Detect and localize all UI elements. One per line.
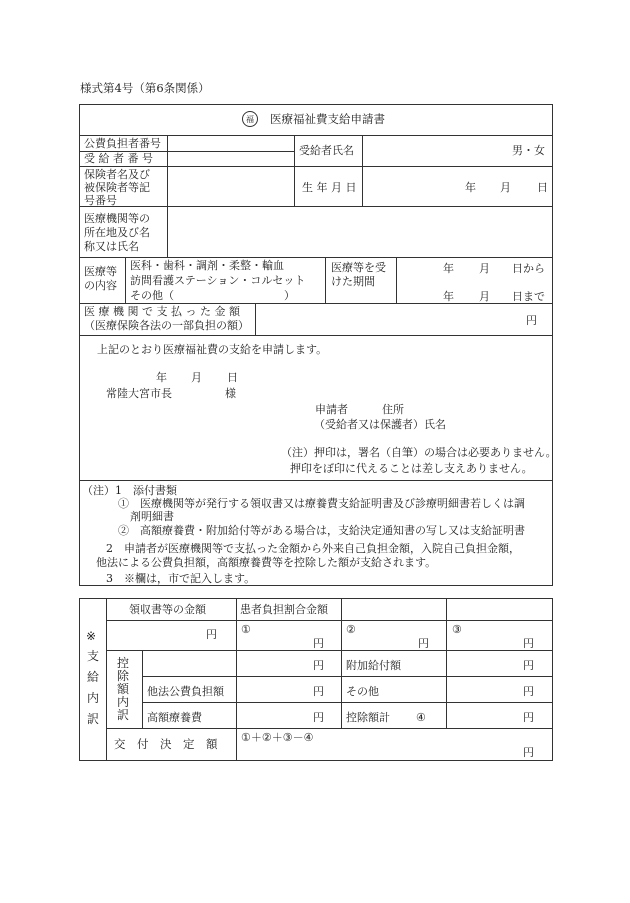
recipient-no-field[interactable] <box>168 152 293 165</box>
public-payer-no-field[interactable] <box>168 136 293 150</box>
other-label: その他 <box>346 685 379 698</box>
high-cost-yen: 円 <box>313 711 324 724</box>
deduction-char-5: 訳 <box>116 708 129 722</box>
paid-yen: 円 <box>526 314 537 327</box>
high-cost-label: 高額療養費 <box>147 711 202 724</box>
ratio-2-yen: 円 <box>418 637 429 650</box>
name-field[interactable] <box>446 417 542 431</box>
insured-label-1: 保険者名及び <box>84 168 150 181</box>
gender-option[interactable]: 男・女 <box>512 144 545 157</box>
insured-label-2: 被保険者等記 <box>84 181 150 194</box>
period-to-month: 月 <box>479 290 490 303</box>
dob-label: 生 年 月 日 <box>302 181 357 194</box>
period-field[interactable] <box>398 258 552 302</box>
form-title: 医療福祉費支給申請書 <box>270 112 385 126</box>
content-option-line-1[interactable]: 医科・歯科・調剤・柔整・輸血 <box>130 259 284 272</box>
insured-field[interactable] <box>168 167 293 205</box>
side-text-4: 訳 <box>86 712 99 726</box>
period-to-suffix: 日まで <box>512 290 545 303</box>
side-text-2: 給 <box>86 670 99 684</box>
patient-ratio-header: 患者負担割合金額 <box>240 603 328 616</box>
deduction-char-3: 額 <box>116 682 129 696</box>
ratio-1-yen: 円 <box>313 637 324 650</box>
dob-year: 年 <box>465 181 476 194</box>
declaration-day: 日 <box>227 371 238 384</box>
content-option-line-2[interactable]: 訪問看護ステーション・コルセット <box>130 274 306 287</box>
deduction-total-yen: 円 <box>523 711 534 724</box>
period-from-suffix: 日から <box>512 262 545 275</box>
insured-label-3: 号番号 <box>84 194 117 207</box>
note-item-2: ② 高額療養費・附加給付等がある場合は，支給決定通知書の写し又は支給証明書 <box>118 524 525 537</box>
declaration-text: 上記のとおり医療福祉費の支給を申請します。 <box>97 343 328 356</box>
supplementary-label: 附加給付額 <box>346 659 401 672</box>
facility-label-3: 称又は氏名 <box>84 240 139 253</box>
note-item-1b: 剤明細書 <box>130 510 174 523</box>
ratio-3-mark: ③ <box>452 623 462 636</box>
note-item-3b: 他法による公費負担額，高額療養費等を控除した額が支給されます。 <box>96 556 437 569</box>
facility-label-1: 医療機関等の <box>84 212 150 225</box>
addressee: 常陸大宮市長 <box>106 387 172 400</box>
notes-header: （注）1 添付書類 <box>82 484 177 497</box>
address-field[interactable] <box>412 402 542 416</box>
decided-amount-label: 交 付 決 定 額 <box>114 737 218 751</box>
period-label-2: けた期間 <box>331 275 375 288</box>
note-item-4: 3 ※欄は，市で記入します。 <box>106 572 256 585</box>
period-from-year: 年 <box>443 262 454 275</box>
deduction-char-4: 内 <box>116 695 129 709</box>
deduction-total-label: 控除額計 <box>346 711 390 724</box>
name-label: （受給者又は保護者）氏名 <box>314 418 446 431</box>
paid-amount-field[interactable] <box>257 304 517 334</box>
recipient-no-label: 受 給 者 番 号 <box>84 152 153 165</box>
receipt-amount-header: 領収書等の金額 <box>129 603 206 616</box>
facility-label-2: 所在地及び名 <box>84 226 150 239</box>
deduction-total-mark: ④ <box>416 711 426 724</box>
recipient-name-label: 受給者氏名 <box>299 144 354 157</box>
seal-note-2: 押印をぼ印に代えることは差し支えありません。 <box>290 462 533 475</box>
period-from-month: 月 <box>479 262 490 275</box>
receipt-amount-yen: 円 <box>206 628 217 641</box>
side-text-3: 内 <box>86 691 99 705</box>
office-use-mark: ※ <box>86 629 97 643</box>
recipient-name-field[interactable] <box>364 136 504 165</box>
declaration-month: 月 <box>191 371 202 384</box>
deduction-row1-yen: 円 <box>313 659 324 672</box>
address-label: 住所 <box>382 403 404 416</box>
deduction-char-1: 控 <box>116 656 129 670</box>
note-item-1a: ① 医療機関等が発行する領収書又は療養費支給証明書及び診療明細書若しくは調 <box>118 497 525 510</box>
form-number: 様式第4号（第6条関係） <box>80 81 210 95</box>
ratio-1-mark: ① <box>241 623 251 636</box>
seal-icon: 福 <box>242 111 258 127</box>
other-public-yen: 円 <box>313 685 324 698</box>
applicant-label: 申請者 <box>315 403 348 416</box>
side-text-1: 支 <box>86 649 99 663</box>
paid-label-1: 医 療 機 関 で 支 払 っ た 金 額 <box>84 305 240 318</box>
dob-day: 日 <box>537 181 548 194</box>
facility-field[interactable] <box>168 207 552 256</box>
other-yen: 円 <box>523 685 534 698</box>
note-item-3a: 2 申請者が医療機関等で支払った金額から外来自己負担金額，入院自己負担金額， <box>106 542 520 555</box>
dob-month: 月 <box>500 181 511 194</box>
content-label-2: の内容 <box>84 279 117 292</box>
supplementary-yen: 円 <box>523 659 534 672</box>
period-label-1: 医療等を受 <box>331 261 386 274</box>
honorific: 様 <box>225 387 236 400</box>
deduction-char-2: 除 <box>116 669 129 683</box>
period-to-year: 年 <box>443 290 454 303</box>
declaration-year: 年 <box>156 371 167 384</box>
ratio-3-yen: 円 <box>523 637 534 650</box>
paid-label-2: （医療保険各法の一部負担の額） <box>84 319 249 332</box>
public-payer-no-label: 公費負担者番号 <box>84 137 161 150</box>
decided-amount-formula: ①＋②＋③－④ <box>241 731 314 744</box>
dob-field[interactable] <box>364 167 552 205</box>
decided-amount-yen: 円 <box>523 746 534 759</box>
content-label-1: 医療等 <box>84 265 117 278</box>
content-option-other[interactable]: その他（ ） <box>130 289 295 302</box>
ratio-2-mark: ② <box>346 623 356 636</box>
seal-note-1: （注）押印は，署名（自筆）の場合は必要ありません。 <box>281 446 557 459</box>
other-public-label: 他法公費負担額 <box>147 685 224 698</box>
